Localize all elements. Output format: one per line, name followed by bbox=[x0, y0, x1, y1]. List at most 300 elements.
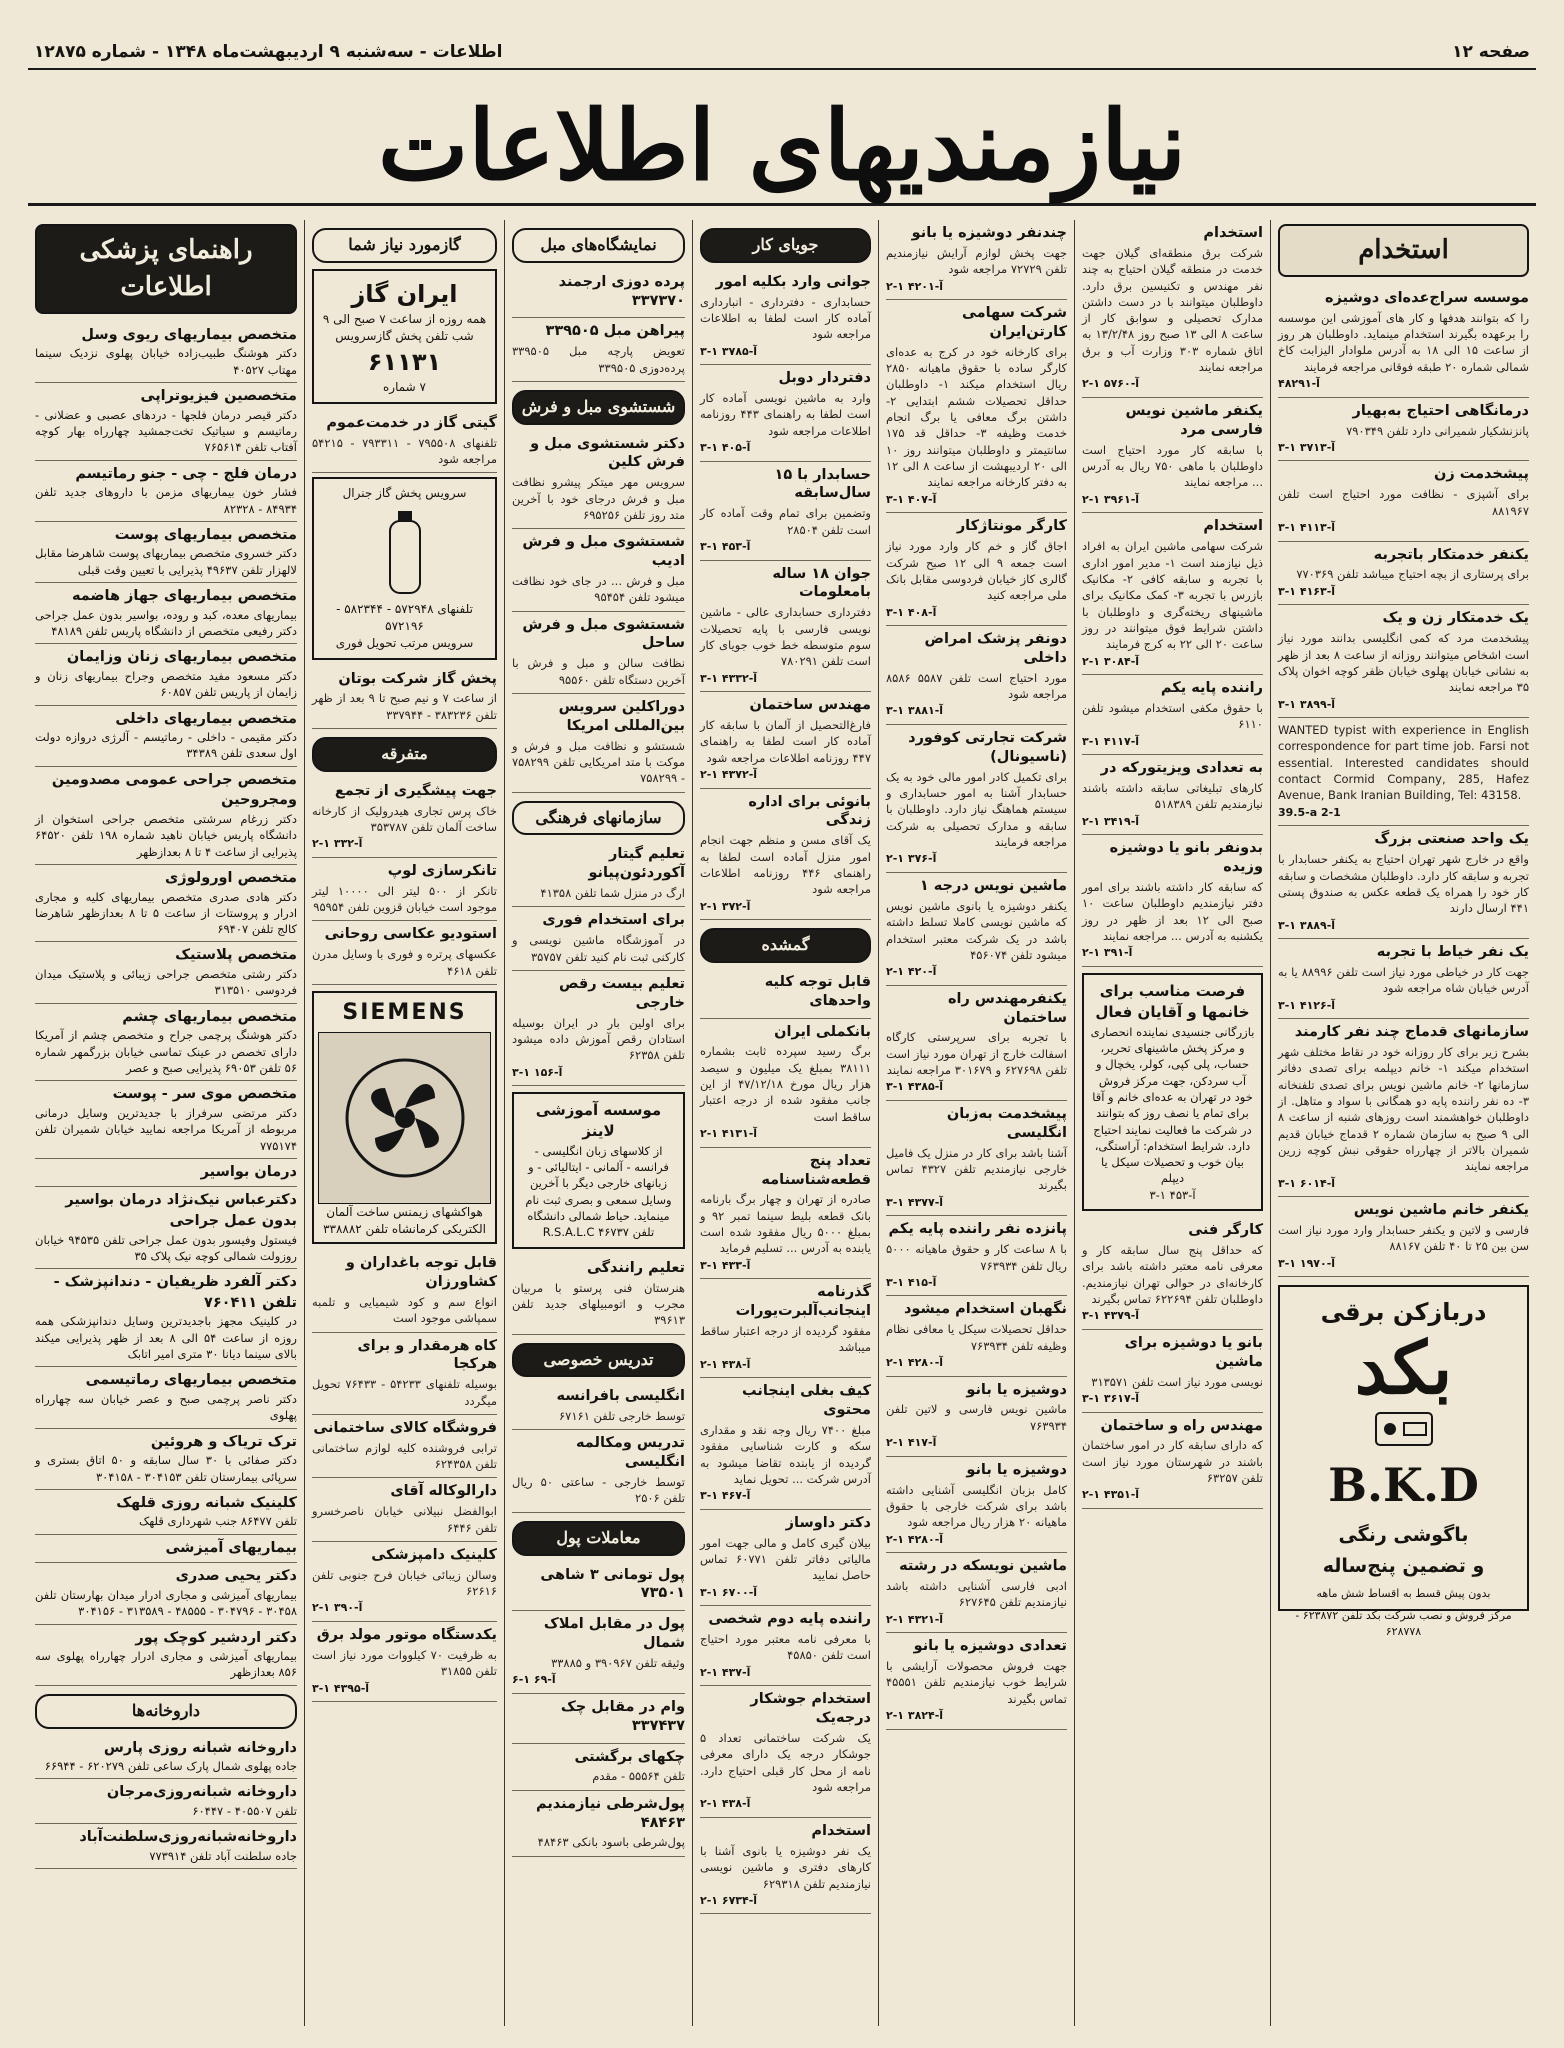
general-gas-phones: تلفنهای ۵۷۲۹۴۸ - ۵۸۲۳۴۴ - ۵۷۲۱۹۶ bbox=[336, 601, 473, 633]
ad-body: کارهای تبلیغاتی سابقه داشته باشند نیازمندیم تلفن ۵۱۸۳۸۹ bbox=[1082, 781, 1263, 812]
listing-body: دکتر مرتضی سرفراز با جدیدترین وسایل درمانی مربوطه از آمریکا مراجعه نمایید خیابان شمیران تلفن ۷۷۵۱۷۴ bbox=[35, 1105, 297, 1153]
ad-body: ابوالفضل نبیلانی خیابان ناصرخسرو تلفن ۶۴۴۶ bbox=[312, 1504, 497, 1535]
classified-ad bbox=[312, 1415, 497, 1479]
ad-body: توسط خارجی تلفن ۶۷۱۶۱ bbox=[559, 1409, 685, 1424]
ad-title: قابل توجه کلیه واحدهای bbox=[764, 973, 871, 1009]
employment2-ads-2 bbox=[1082, 1217, 1263, 1509]
ad-body: جهت پخش لوازم آرایش نیازمندیم تلفن ۷۲۷۲۹ مراجعه شود bbox=[886, 245, 1067, 277]
institute-box bbox=[512, 1092, 685, 1249]
ad-title: گیتی گاز در خدمت‌عموم bbox=[326, 414, 497, 431]
classified-ad bbox=[1082, 835, 1263, 967]
ad-title: مهندس راه و ساختمان bbox=[1100, 1417, 1263, 1434]
ad-code: آ-۴۳۷ ۱-۲ bbox=[700, 1665, 751, 1679]
classified-ad bbox=[512, 1383, 685, 1430]
classified-ad bbox=[512, 1744, 685, 1791]
jobs-ads bbox=[886, 220, 1067, 1730]
ad-title: شرکت تجارتی کوفورد (ناسیونال) bbox=[908, 730, 1067, 765]
ad-body: انواع سم و کود شیمیایی و تلمبه سمپاشی موجود است bbox=[312, 1294, 497, 1326]
ad-title: دوراکلین سرویس بین‌المللی امریکا bbox=[558, 698, 685, 734]
ad-title: کلینیک دامپزشکی bbox=[371, 1546, 497, 1563]
ad-code: آ-۵۷۶۰ ۱-۲ bbox=[1082, 377, 1140, 391]
ad-body: در آموزشگاه ماشین نویسی و کارکنی ثبت نام کنید تلفن ۳۵۷۵۷ bbox=[512, 933, 685, 964]
classified-ad bbox=[886, 1296, 1067, 1376]
section-banner-seekers: جویای کار bbox=[700, 228, 871, 263]
ad-body: واقع در خارج شهر تهران احتیاج به یکنفر حسابدار با تجربه و سابقه کار دارد. داوطلبان مشخصات و سابقه کار خود را همراه یک قطعه عکس به صندوق پستی ۴۴۱ ارسال دارند bbox=[1278, 852, 1529, 916]
ad-title: پول تومانی ۳ شاهی ۷۳۵۰۱ bbox=[540, 1566, 685, 1602]
medical-listing bbox=[35, 1779, 297, 1824]
classified-ad bbox=[1278, 398, 1529, 462]
classified-ad bbox=[512, 1694, 685, 1744]
ad-title: شستشوی مبل و فرش ادیب bbox=[522, 534, 685, 570]
classified-ad bbox=[700, 561, 871, 693]
ad-title: به تعدادی ویزیتورکه در bbox=[1100, 760, 1263, 777]
ad-code: آ-۴۳۹۵ ۱-۳ bbox=[312, 1681, 370, 1695]
classified-ad bbox=[886, 1633, 1067, 1729]
classified-ad bbox=[512, 1562, 685, 1612]
bkd-ad bbox=[1278, 1285, 1529, 1638]
ad-body: شستشو و نظافت مبل و فرش و موکت با متد امریکایی تلفن ۷۵۸۲۹۹ - ۷۵۸۲۹۹ bbox=[512, 738, 685, 786]
misc-ads bbox=[312, 410, 497, 474]
listing-title: متخصص بیماریهای رماتیسمی bbox=[85, 1372, 297, 1389]
ad-code: آ-۱۵۶ ۱-۳ bbox=[512, 1065, 563, 1079]
ad-body: جهت کار در خیاطی مورد نیاز است تلفن ۸۸۹۹۶ یا به آدرس خیابان شاه مراجعه شود bbox=[1278, 964, 1529, 996]
ad-title: تانکرسازی لوپ bbox=[387, 862, 497, 879]
classified-ad bbox=[312, 778, 497, 858]
english-ad bbox=[1278, 718, 1529, 826]
medical-listing bbox=[35, 1563, 297, 1624]
listing-title: متخصص موی سر - پوست bbox=[112, 1086, 297, 1103]
ad-title: شستشوی مبل و فرش ساحل bbox=[522, 616, 685, 652]
ad-body: یک آقای مسن و منظم جهت انجام امور منزل آماده است لطفا به راهنمای ۴۴۶ روزنامه اطلاعات مراجعه شود bbox=[700, 833, 872, 897]
institute-label: موسسه آموزشی لاینز bbox=[535, 1101, 662, 1141]
ad-title: جوان ۱۸ ساله بامعلومات bbox=[772, 565, 871, 601]
section-banner-misc: متفرقه bbox=[312, 737, 497, 772]
ad-code: آ-۴۱۱۷ ۱-۳ bbox=[1082, 734, 1140, 748]
ad-title: پیشخدمت به‌زبان انگلیسی bbox=[946, 1106, 1067, 1141]
ad-body: فارغ‌التحصیل از آلمان با سابقه کار آماده کار است لطفا به راهنمای ۴۴۷ روزنامه اطلاعات مراجعه شود bbox=[700, 718, 871, 765]
ad-body: تلفن ۵۵۵۶۴ - مقدم bbox=[592, 1769, 685, 1784]
listing-body: دکتر هوشنگ پرچمی جراح و متخصص چشم از آمریکا دارای تخصص در عینک تماسی خیابان بزرگمهر شماره ۵۶ تلفن ۶۹۰۵۳ پذیرایی صبح و عصر bbox=[35, 1028, 297, 1075]
running-head bbox=[28, 36, 1536, 70]
medical-listing bbox=[35, 1735, 297, 1780]
classified-ad bbox=[1278, 1197, 1529, 1277]
tutoring-ads bbox=[512, 1383, 685, 1513]
classified-ad bbox=[1082, 755, 1263, 835]
ad-body: وارد به ماشین نویسی آماده کار است لطفا به راهنمای ۴۴۳ روزنامه اطلاعات مراجعه شود bbox=[700, 391, 871, 438]
ad-title: بانوئی برای اداره زندگی bbox=[748, 793, 871, 829]
ad-code: آ-۳۸۹۹ ۱-۳ bbox=[1278, 697, 1336, 711]
intercom-icon bbox=[1286, 1409, 1521, 1449]
listing-title: ترک تریاک و هروئین bbox=[150, 1433, 297, 1450]
ad-title: کیف بغلی اینجانب محتوی bbox=[742, 1383, 871, 1419]
ad-body: بشرح زیر برای کار روزانه خود در نقاط مختلف شهر استخدام میکند ۱- خانم دیپلمه برای تصدی دفاتر سازمانها ۲- خانم ماشین نویس برای تصدی تلفنخانه ۳- ده نفر راننده پایه دو همگانی با سواد و متاهل. از داوطلبان خواهشمند است روزهای شنبه از ساعت ۸ الی ۹ صبح به سازمان شماره ۲ قدماج خیابان قدیم شمیران بالاتر از چهارراه حقوقی نبش کوچه زرین مراجعه نمایند bbox=[1278, 1045, 1530, 1174]
medical-listing bbox=[35, 522, 297, 583]
ad-body: صادره از تهران و چهار برگ بارنامه بانک قطعه بلیط سینما تمبر ۹۲ و بمبلغ ۵۰۰۰ ریال مفقود شده است یابنده به آدرس ... تسلیم فرماید bbox=[700, 1192, 871, 1256]
ad-body: که حداقل پنج سال سابقه کار و معرفی نامه معتبر داشته باشد برای کارخانه‌ای در حوالی تهران نیازمندیم. داوطلبان تلفن ۶۲۲۶۹۴ تماس بگیرند bbox=[1082, 1242, 1263, 1306]
ad-title: تدریس ومکالمه انگلیسی bbox=[576, 1435, 685, 1471]
section-banner-employment: استخدام bbox=[1278, 224, 1529, 277]
ad-title: دکتر شستشوی مبل و فرش کلین bbox=[530, 435, 685, 471]
classified-ad bbox=[312, 1478, 497, 1542]
ad-title: پخش گاز شرکت بوتان bbox=[338, 670, 497, 687]
classified-ad bbox=[312, 1250, 497, 1332]
ad-title: نگهبان استخدام میشود bbox=[903, 1301, 1067, 1318]
classified-ad bbox=[1082, 675, 1263, 755]
ad-code: آ-۴۳۷۷ ۱-۳ bbox=[886, 1195, 944, 1209]
section-banner-furniture: نمایشگاه‌های مبل bbox=[512, 228, 685, 263]
ad-body: حسابداری - دفترداری - انبارداری آماده کار است لطفا به اطلاعات مراجعه شود bbox=[700, 294, 871, 342]
medical-listing bbox=[35, 706, 297, 767]
listing-title: متخصص جراحی عمومی مصدومین ومجروحین bbox=[51, 771, 297, 809]
medical-listing bbox=[35, 644, 297, 705]
ad-body: مبلغ ۷۴۰۰ ریال وجه نقد و مقداری سکه و کارت شناسایی مفقود گردیده از یابنده تقاضا میشود به آدرس شرکت ... تحویل نماید bbox=[700, 1422, 872, 1486]
bkd-brand-fa: بکد bbox=[1354, 1324, 1453, 1410]
ad-title: دارالوکاله آقای bbox=[390, 1483, 497, 1500]
ad-code: آ-۴۳۵۱ ۱-۲ bbox=[1082, 1488, 1140, 1502]
misc-ads-3 bbox=[312, 778, 497, 985]
classified-ad bbox=[886, 300, 1067, 513]
general-gas-ad bbox=[312, 477, 497, 659]
listing-title: متخصص بیماریهای جهاز هاضمه bbox=[71, 588, 297, 605]
listing-body: دکتر هادی صدری متخصص بیماریهای کلیه و مجاری ادرار و پروستات از ساعت ۵ تا ۸ بعدازظهر شاهرضا کالج تلفن ۶۹۴۰۷ bbox=[35, 889, 298, 937]
lost-ads bbox=[700, 969, 871, 1915]
ad-body: برای تکمیل کادر امور مالی خود به یک حسابدار آشنا به امور حسابداری و سیستم هماهنگ نیاز دارد. داوطلبان با سابقه و مدارک تحصیلی به شرکت مراجعه فرمایند bbox=[886, 769, 1067, 850]
classified-ad bbox=[886, 725, 1067, 873]
ad-body: بوسیله تلفنهای ۵۴۲۳۳ - ۷۶۴۳۳ تحویل میگردد bbox=[312, 1377, 497, 1408]
bkd-tag-2: و تضمین پنج‌ساله bbox=[1322, 1555, 1485, 1578]
section-banner-cleaning: شستشوی مبل و فرش bbox=[512, 390, 685, 425]
pharmacy-items bbox=[35, 1735, 297, 1870]
medical-listing bbox=[35, 1159, 297, 1188]
ad-body: یک نفر دوشیزه یا بانوی آشنا با کارهای دفتری و ماشین نویسی نیازمندیم تلفن ۶۲۹۳۱۸ bbox=[700, 1843, 871, 1891]
bkd-foot-2: مرکز فروش و نصب شرکت بکد تلفن ۶۲۳۸۷۲ - ۶۲۸۷۷۸ bbox=[1295, 1608, 1512, 1638]
classified-ad bbox=[700, 692, 871, 788]
ad-code: آ-۴۳۷۲ ۱-۲ bbox=[700, 767, 758, 781]
ad-title: تعدادی دوشیزه یا بانو bbox=[913, 1638, 1067, 1655]
classified-ad bbox=[312, 410, 497, 474]
ad-body: بیلان گیری کامل و مالی جهت امور مالیاتی دفاتر تلفن ۶۰۷۷۱ تماس حاصل نمایید bbox=[700, 1535, 871, 1583]
ad-title: پول‌شرطی نیازمندیم ۴۸۴۶۳ bbox=[535, 1795, 685, 1831]
ad-title: ماشین نویس درجه ۱ bbox=[919, 878, 1067, 895]
ad-code: آ-۳۷۸۵ ۱-۳ bbox=[700, 344, 758, 358]
ad-body: با حقوق مکفی استخدام میشود تلفن ۶۱۱۰ bbox=[1082, 700, 1263, 732]
classified-ad bbox=[700, 1510, 871, 1606]
ad-title: برای استخدام فوری bbox=[542, 912, 685, 929]
ad-body: شرکت برق منطقه‌ای گیلان جهت خدمت در منطقه گیلان احتیاج به چند نفر مهندس و تکنیسین برق دارد. داوطلبان میتوانند با در دست داشتن مدارک تحصیلی و سوابق کار از ساعت ۸ الی ۱۳ صبح روز ۱۳/۲/۴۸ به اتاق شماره ۳۰۳ وزارت آب و برق مراجعه نمایند bbox=[1082, 245, 1263, 375]
ad-code: آ-۴۳۳ ۱-۳ bbox=[700, 1258, 751, 1272]
bkd-brand-en: B.K.D bbox=[1328, 1458, 1479, 1513]
listing-body: تلفن ۸۶۴۷۷ جنب شهرداری قلهک bbox=[138, 1514, 297, 1529]
classified-ad bbox=[512, 1611, 685, 1694]
classified-ad bbox=[512, 1255, 685, 1335]
ad-code: آ-۱۹۷۰ ۱-۳ bbox=[1278, 1256, 1336, 1270]
ad-body: مفقود گردیده از درجه اعتبار ساقط میباشد bbox=[700, 1324, 871, 1355]
ad-code: آ-۴۲۰ ۱-۲ bbox=[886, 965, 937, 979]
ad-title: استخدام bbox=[1203, 518, 1263, 535]
ad-title: انگلیسی بافرانسه bbox=[556, 1388, 685, 1405]
page-label: صفحه ۱۲ bbox=[1452, 42, 1530, 62]
classified-ad bbox=[1278, 542, 1529, 606]
classified-ad bbox=[700, 1818, 871, 1914]
classified-ad bbox=[512, 431, 685, 530]
classified-ad bbox=[700, 1019, 871, 1148]
ad-title: گذرنامه اینجانب‌آلبرت‌یورات bbox=[735, 1284, 871, 1320]
classified-ad bbox=[512, 907, 685, 971]
classified-ad bbox=[512, 269, 685, 319]
column-seekers bbox=[692, 220, 878, 2026]
classified-ad bbox=[886, 1553, 1067, 1633]
ad-title: سازمانهای قدماج چند نفر کارمند bbox=[1294, 1024, 1529, 1041]
ad-title: درمانگاهی احتیاج به‌بهیار bbox=[1352, 402, 1529, 419]
ad-title: دونفر پزشک امراض داخلی bbox=[924, 631, 1067, 666]
ad-body: ادبی فارسی آشنایی داشته باشد نیازمندیم تلفن ۶۲۷۶۴۵ bbox=[886, 1578, 1067, 1610]
ad-title: جهت پیشگیری از تجمع bbox=[334, 782, 497, 799]
ad-code: آ-۶۹ ۱-۶ bbox=[512, 1673, 556, 1687]
column-misc bbox=[304, 220, 504, 2026]
classified-ad bbox=[700, 1148, 871, 1280]
classified-ad bbox=[312, 1333, 497, 1415]
ad-body: ماشین نویس فارسی و لاتین تلفن ۷۶۳۹۳۴ bbox=[886, 1402, 1067, 1433]
classified-ad bbox=[1082, 1217, 1263, 1330]
classified-ad bbox=[700, 365, 871, 461]
ad-body: مبل و فرش ... در جای خود نظافت میشود تلفن ۹۵۴۵۴ bbox=[512, 573, 685, 605]
classified-ad bbox=[886, 220, 1067, 300]
ad-body: به ظرفیت ۷۰ کیلووات مورد نیاز است تلفن ۳۱۸۵۵ bbox=[312, 1647, 497, 1679]
listing-title: دکترعباس نیک‌نژاد درمان بواسیر بدون عمل جراحی bbox=[65, 1192, 297, 1229]
medical-items bbox=[35, 322, 297, 1686]
ad-body: که سابقه کار داشته باشند برای امور دفتر نیازمندیم داوطلبان ساعت ۱۰ صبح الی ۱۲ بعد از ظهر در روز یکشنبه به آدرس ... مراجعه نمایند bbox=[1082, 880, 1263, 943]
ad-title: دوشیزه یا بانو bbox=[966, 1381, 1067, 1398]
ad-body: تعویض پارچه مبل ۳۳۹۵۰۵ پرده‌دوزی ۳۳۹۵۰۵ bbox=[512, 344, 685, 375]
medical-listing bbox=[35, 1625, 297, 1686]
ad-code: آ-۴۰۷ ۱-۳ bbox=[886, 492, 937, 506]
classified-ad bbox=[1278, 605, 1529, 718]
ad-code: آ-۳۴۱۹ ۱-۲ bbox=[1082, 814, 1140, 828]
ad-body: دفترداری حسابداری عالی - ماشین نویسی فارسی با پایه تحصیلات سوم متوسطه خط خوب جویای کار است تلفن ۷۸۰۲۹۱ bbox=[700, 605, 871, 669]
listing-title: متخصص بیماریهای پوست bbox=[114, 526, 297, 543]
classified-ad bbox=[886, 986, 1067, 1101]
ad-code: آ-۴۱۶۳ ۱-۳ bbox=[1278, 584, 1336, 598]
ad-code: آ-۳۶۱۷ ۱-۳ bbox=[1082, 1391, 1140, 1405]
ad-code: آ-۴۰۵ ۱-۳ bbox=[700, 440, 751, 454]
ad-title: پرده دوزی ارجمند ۳۳۷۳۷۰ bbox=[558, 273, 685, 309]
ad-code: آ-۳۸۸۱ ۱-۳ bbox=[886, 704, 944, 718]
seekers-ads bbox=[700, 269, 871, 920]
listing-body: فشار خون بیماریهای مزمن با داروهای جدید تلفن ۸۴۹۳۴ - ۸۲۳۲۸ bbox=[35, 485, 297, 516]
medical-listing bbox=[35, 1269, 297, 1367]
english-ad-code: 39.5-a 2-1 bbox=[1278, 805, 1341, 819]
bkd-head: دربازکن برقی bbox=[1320, 1298, 1487, 1327]
ad-body: نویسی مورد نیاز است تلفن ۳۱۳۵۷۱ bbox=[1091, 1374, 1263, 1389]
ad-title: تعلیم گیتار آکوردئون‌پیانو bbox=[588, 846, 685, 882]
ad-body: برگ رسید سپرده ثابت بشماره ۳۸۱۱۱ بمبلغ یک میلیون و سیصد هزار ریال مورخ ۴۷/۱۲/۱۸ از این جانب مفقود شده از درجه اعتبار ساقط است bbox=[700, 1044, 871, 1124]
ad-body: برای کارخانه خود در کرج به عده‌ای کارگر ساده با حقوق ماهیانه ۲۸۵۰ ریال استخدام میکند ۱- داوطلبان حداقل تحصیلات ششم ابتدایی ۲- داشتن برگ معافی یا برگ انجام خدمت وظیفه ۳- حداقل قد ۱۷۵ سانتیمتر و داوطلبان میتوانند روز ۱۰ الی ۲۰ اردیبهشت از ساعت ۸ الی ۱۲ به دفتر کارخانه مراجعه نمایند bbox=[886, 344, 1067, 490]
ad-title: استخدام bbox=[811, 1823, 871, 1840]
medical-listing bbox=[35, 942, 297, 1003]
ad-code: آ-۴۳۸۵ ۱-۳ bbox=[886, 1080, 944, 1094]
notice-body: بازرگانی جنسیدی نماینده انحصاری و مرکز پخش ماشینهای تحریر، حساب، پلی کپی، کولر، یخچال و آب سردکن، جهت مرکز فروش خود در تهران به عده‌ای خانم و آقا برای تمام یا نصف روز که بتوانند در شرکت ما فعالیت نمایند احتیاج دارد. شرایط استخدام: آراستگی، بیان خوب و تحصیلات سیکل یا دیپلم bbox=[1090, 1024, 1255, 1186]
siemens-ad bbox=[312, 991, 497, 1244]
medical-listing bbox=[35, 383, 297, 461]
ad-body: خاک پرس تجاری هیدرولیک از کارخانه ساخت آلمان تلفن ۳۵۳۷۸۷ bbox=[312, 803, 497, 834]
ad-body: حداقل تحصیلات سیکل یا معافی نظام وظیفه تلفن ۷۶۳۹۳۴ bbox=[886, 1322, 1067, 1353]
ad-body: تانکر از ۵۰۰ لیتر الی ۱۰۰۰۰ لیتر موجود است خیابان قزوین تلفن ۹۵۹۵۴ bbox=[312, 883, 497, 915]
classified-ad bbox=[886, 1216, 1067, 1296]
ad-code: آ-۳۹۰ ۱-۲ bbox=[312, 1601, 363, 1615]
gas-cylinder-icon bbox=[320, 507, 489, 597]
classified-ad bbox=[512, 841, 685, 907]
notice-title: فرصت مناسب برای خانمها و آقایان فعال bbox=[1095, 981, 1250, 1022]
classified-ad bbox=[312, 666, 497, 730]
section-banner-culture: سازمانهای فرهنگی bbox=[512, 801, 685, 836]
ad-title: یکنفرمهندس راه ساختمان bbox=[947, 990, 1067, 1026]
ad-code: آ-۴۳۳۲ ۱-۳ bbox=[700, 671, 758, 685]
ad-title: یکنفر ماشین نویس فارسی مرد bbox=[1125, 403, 1263, 438]
column-medical bbox=[28, 220, 304, 2026]
ad-body: هنرستان فنی پرستو با مربیان مجرب و اتومبیلهای جدید تلفن ۳۹۶۱۳ bbox=[512, 1280, 685, 1328]
classified-ad bbox=[700, 1279, 871, 1378]
ad-code: آ-۳۷۱۳ ۱-۳ bbox=[1278, 440, 1336, 454]
classified-ad bbox=[700, 269, 871, 365]
listing-title: دکتر یحیی صدری bbox=[175, 1568, 297, 1585]
ad-title: کاه هرمقدار و برای هرکجا bbox=[357, 1337, 497, 1373]
listing-title: بیماریهای آمیزشی bbox=[165, 1539, 297, 1556]
ad-title: استخدام جوشکار درجه‌یک bbox=[750, 1691, 871, 1727]
listing-title: داروخانه‌شبانه‌روزی‌سلطنت‌آباد bbox=[79, 1829, 297, 1846]
classified-ad bbox=[1278, 826, 1529, 939]
ad-body: کامل بزبان انگلیسی آشنایی داشته باشد برای شرکت خارجی با حقوق ماهیانه ۲۰ هزار ریال مراجعه شود bbox=[886, 1482, 1067, 1530]
column-furniture bbox=[504, 220, 692, 2026]
ad-title: بانکملی ایران bbox=[774, 1023, 871, 1040]
ad-title: بدونفر بانو یا دوشیزه وزیده bbox=[1109, 840, 1263, 876]
listing-body: دکتر مسعود مفید متخصص وجراح بیماریهای زنان و زایمان از پاریس تلفن ۶۰۸۵۷ bbox=[35, 668, 297, 700]
employment-ads bbox=[1278, 285, 1529, 718]
ad-title: حسابدار با ۱۵ سال‌سابقه bbox=[774, 466, 871, 502]
misc-ads-4 bbox=[312, 1250, 497, 1702]
listing-title: متخصص پلاستیک bbox=[175, 947, 297, 964]
classified-ad bbox=[512, 318, 685, 382]
medical-listing bbox=[35, 1490, 297, 1535]
classified-ad bbox=[312, 1622, 497, 1702]
classified-ad bbox=[512, 971, 685, 1086]
section-banner-lost: گمشده bbox=[700, 928, 871, 963]
masthead-title: نیازمندیهای اطلاعات bbox=[377, 88, 1187, 202]
iran-gas-note: ۷ شماره bbox=[383, 379, 426, 394]
ad-code: آ-۴۲۸۰ ۱-۲ bbox=[886, 1532, 944, 1546]
ad-code: آ-۳۸۸۹ ۱-۳ bbox=[1278, 918, 1336, 932]
ad-code: آ-۳۰۸۴ ۱-۲ bbox=[1082, 654, 1140, 668]
listing-title: داروخانه شبانه روزی پارس bbox=[103, 1739, 297, 1756]
listing-title: دکتر اردشیر کوچک پور bbox=[135, 1629, 297, 1646]
ad-title: مهندس ساختمان bbox=[749, 697, 871, 714]
ad-body: وتضمین برای تمام وقت آماده کار است تلفن ۲۸۵۰۴ bbox=[700, 506, 871, 537]
medical-listing bbox=[35, 583, 297, 644]
cleaning-ads bbox=[512, 431, 685, 793]
ad-body: آشنا باشد برای کار در منزل یک فامیل خارجی نیازمندیم تلفن ۴۳۲۷ تماس بگیرند bbox=[886, 1145, 1068, 1193]
siemens-brand: SIEMENS bbox=[342, 999, 467, 1025]
classified-ad bbox=[1278, 461, 1529, 541]
listing-body: دکتر قیصر درمان فلجها - دردهای عصبی و عضلانی - رماتیسم و سیاتیک تخت‌جمشید چهارراه بهار کوچه آفتاب تلفن ۷۶۵۶۱۴ bbox=[35, 407, 297, 455]
fan-icon bbox=[318, 1032, 491, 1204]
ad-code: آ-۳۷۶ ۱-۲ bbox=[886, 852, 937, 866]
classified-ad bbox=[1082, 513, 1263, 675]
ad-body: جهت فروش محصولات آرایشی با شرایط خوب نیازمندیم تلفن ۴۵۵۵۱ تماس بگیرند bbox=[886, 1659, 1067, 1706]
section-banner-money: معاملات پول bbox=[512, 1521, 685, 1556]
notice-box bbox=[1082, 973, 1263, 1211]
classified-ad bbox=[512, 612, 685, 694]
listing-body: دکتر خسروی متخصص بیماریهای پوست شاهرضا مقابل لالهزار تلفن ۴۹۶۳۷ پذیرایی با تعیین وقت قبلی bbox=[35, 546, 297, 577]
ad-body: عکسهای پرتره و فوری با وسایل مدرن تلفن ۴۶۱۸ bbox=[312, 947, 497, 978]
section-banner-gas: گازمورد نیاز شما bbox=[312, 228, 497, 263]
column-jobs bbox=[878, 220, 1074, 2026]
ad-code: آ-۶۷۳۴ ۱-۲ bbox=[700, 1893, 758, 1907]
classified-ad bbox=[312, 921, 497, 985]
classified-ad bbox=[512, 529, 685, 611]
money-ads bbox=[512, 1562, 685, 1857]
listing-title: درمان فلج - چی - جنو رماتیسم bbox=[75, 465, 297, 482]
classified-ad bbox=[312, 1542, 497, 1622]
listing-body: بیماریهای آمیزشی و مجاری ادرار میدان بهارستان تلفن ۳۰۴۵۸ - ۳۰۴۷۹۶ - ۴۸۵۵۵ - ۳۱۳۵۸۹ - ۳۰۴۱۵۶ bbox=[35, 1587, 297, 1619]
medical-listing bbox=[35, 1081, 297, 1159]
ad-title: دکتر داوساز bbox=[785, 1514, 871, 1531]
listing-body: دکتر هوشنگ طبیب‌زاده خیابان پهلوی نزدیک سینما مهتاب ۴۰۵۲۷ bbox=[35, 346, 297, 377]
ad-code: آ-۶۷۰۰ ۱-۳ bbox=[700, 1585, 758, 1599]
ad-title: بانو یا دوشیزه برای ماشین bbox=[1124, 1334, 1263, 1370]
ad-code: آ-۴۳۸ ۱-۲ bbox=[700, 1797, 751, 1811]
ad-code: آ-۶۰۱۴ ۱-۳ bbox=[1278, 1176, 1336, 1190]
medical-listing bbox=[35, 1004, 297, 1082]
ad-title: پیراهن مبل ۳۳۹۵۰۵ bbox=[545, 323, 685, 340]
ad-body: مورد احتیاج است تلفن ۵۵۸۷ ۸۵۸۶ مراجعه شود bbox=[886, 670, 1067, 702]
butane-ads bbox=[312, 666, 497, 730]
ad-title: یکنفر خانم ماشین نویس bbox=[1353, 1202, 1529, 1219]
ad-title: یک خدمتکار زن و یک bbox=[1382, 610, 1529, 627]
ad-code: آ-۴۲۸۰ ۱-۲ bbox=[886, 1355, 944, 1369]
medical-listing bbox=[35, 461, 297, 522]
listing-body: دکتر مقیمی - داخلی - رماتیسم - آلرژی دروازه دولت اول سعدی تلفن ۳۴۳۸۹ bbox=[35, 730, 297, 761]
ad-title: راننده پایه دوم شخصی bbox=[708, 1611, 871, 1628]
ad-body: سرویس مهر میتکر پیشرو نظافت مبل و فرش درجای خود با آخرین متد روز تلفن ۶۹۵۲۵۶ bbox=[512, 475, 685, 522]
section-banner-medical: راهنمای پزشکی اطلاعات bbox=[35, 224, 297, 314]
classified-ad bbox=[700, 1378, 871, 1510]
ad-code: آ-۴۶۷ ۱-۳ bbox=[700, 1489, 751, 1503]
ad-code: آ-۳۹۶۱ ۱-۲ bbox=[1082, 492, 1140, 506]
employment2-ads bbox=[1082, 220, 1263, 967]
ad-title: یک نفر خیاط با تجربه bbox=[1376, 944, 1529, 961]
classified-ad bbox=[886, 873, 1067, 986]
iran-gas-brand: ایران گاز bbox=[351, 279, 458, 308]
ad-code: آ-۴۲۰۱ ۱-۲ bbox=[886, 279, 944, 293]
ad-code: آ-۴۳۸ ۱-۲ bbox=[700, 1357, 751, 1371]
listing-body: جاده سلطنت آباد تلفن ۷۷۳۹۱۴ bbox=[149, 1848, 297, 1863]
classified-ad bbox=[1082, 220, 1263, 398]
ad-body: اجاق گاز و خم کار وارد مورد نیاز است جمعه ۹ الی ۱۲ صبح شرکت گالری کاز خیابان فردوسی مقابل بانک ملی مراجعه کنید bbox=[886, 539, 1067, 603]
ad-body: که دارای سابقه کار در امور ساختمان باشند در شهرستان مورد نیاز است تلفن ۶۳۲۵۷ bbox=[1082, 1438, 1263, 1486]
ad-title: یک واحد صنعتی بزرگ bbox=[1374, 831, 1529, 848]
classified-ad bbox=[886, 626, 1067, 725]
classified-ad bbox=[1278, 285, 1529, 398]
listing-body: فیستول وفیسور بدون عمل جراحی تلفن ۹۴۵۳۵ خیابان روزولت شمالی کوچه نیک پلاک ۳۵ bbox=[35, 1232, 297, 1263]
medical-listing bbox=[35, 1535, 297, 1564]
listing-body: بیماریهای معده، کبد و روده، بواسیر بدون عمل جراحی دکتر رفیعی متخصص از دانشگاه پاریس تلفن ۴۸۱۸۹ bbox=[35, 607, 297, 638]
classified-ad bbox=[512, 1791, 685, 1857]
medical-listing bbox=[35, 1824, 297, 1869]
classified-ad bbox=[700, 969, 871, 1019]
column-employment-2 bbox=[1074, 220, 1270, 2026]
ad-title: دفتردار دوبل bbox=[778, 370, 871, 387]
ad-code: آ-۴۳۷۹ ۱-۳ bbox=[1082, 1309, 1140, 1323]
ad-body: یک شرکت ساختمانی تعداد ۵ جوشکار درجه یک دارای معرفی نامه از محل کار قبلی احتیاج دارد. مراجعه شود bbox=[700, 1731, 871, 1795]
